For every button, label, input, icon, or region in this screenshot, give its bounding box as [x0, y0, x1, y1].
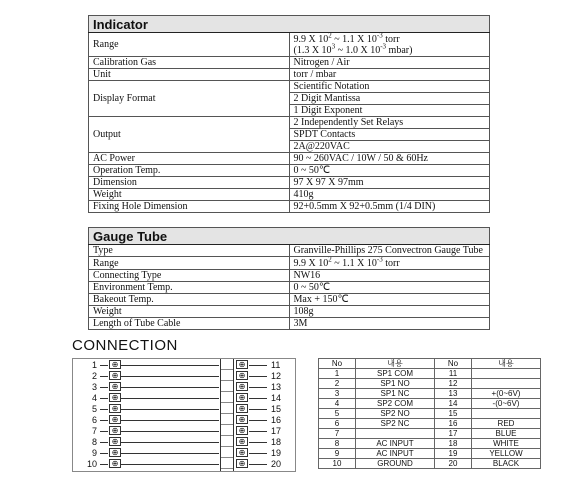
gauge-range-value: 9.9 X $10^2$ ~ 1.1 X $10^{-3}$ torr: [289, 257, 490, 270]
spec-value: 0 ~ 50℃: [289, 282, 490, 294]
spec-value: 92+0.5mm X 92+0.5mm (1/4 DIN): [289, 201, 490, 213]
pin-number: 13: [435, 389, 472, 399]
indicator-spec-table: [88, 15, 490, 213]
spec-label: Fixing Hole Dimension: [89, 201, 290, 213]
spec-value: 2 Digit Mantissa: [289, 93, 490, 105]
terminal-number-left: 5: [91, 404, 97, 414]
pin-number: 14: [435, 399, 472, 409]
pin-function: [472, 409, 541, 419]
terminal-row: [73, 404, 295, 414]
spec-label: Display Format: [89, 81, 290, 117]
screw-terminal-icon: ⊕: [236, 382, 248, 391]
pin-function: -(0~6V): [472, 399, 541, 409]
spec-label: Weight: [89, 306, 290, 318]
pin-header-content: 내용: [472, 359, 541, 369]
pin-header-no: No: [319, 359, 356, 369]
spec-label: Range: [89, 33, 290, 57]
pin-function: +(0~6V): [472, 389, 541, 399]
pin-number: 2: [319, 379, 356, 389]
spec-value: 97 X 97 X 97mm: [289, 177, 490, 189]
spec-label: Output: [89, 117, 290, 153]
terminal-number-left: 1: [91, 360, 97, 370]
pin-function: AC INPUT: [356, 439, 435, 449]
pin-number: 19: [435, 449, 472, 459]
terminal-row: [73, 459, 295, 469]
pin-function: SP2 COM: [356, 399, 435, 409]
pin-number: 10: [319, 459, 356, 469]
screw-terminal-icon: ⊕: [109, 371, 121, 380]
pin-number: 7: [319, 429, 356, 439]
pin-number: 5: [319, 409, 356, 419]
spec-value: 1 Digit Exponent: [289, 105, 490, 117]
screw-terminal-icon: ⊕: [109, 393, 121, 402]
screw-terminal-icon: ⊕: [109, 415, 121, 424]
pin-row: [319, 449, 541, 459]
terminal-number-left: 6: [91, 415, 97, 425]
terminal-number-right: 11: [271, 360, 281, 370]
screw-terminal-icon: ⊕: [109, 426, 121, 435]
spec-value: Nitrogen / Air: [289, 57, 490, 69]
spec-label: Weight: [89, 189, 290, 201]
spec-value: 2A@220VAC: [289, 141, 490, 153]
terminal-number-right: 16: [271, 415, 282, 425]
terminal-number-left: 10: [86, 459, 97, 469]
pin-row: [319, 439, 541, 449]
spec-value: Scientific Notation: [289, 81, 490, 93]
pin-row: [319, 459, 541, 469]
pin-function: RED: [472, 419, 541, 429]
pin-function: [356, 429, 435, 439]
pin-function: SP2 NC: [356, 419, 435, 429]
pin-function: BLACK: [472, 459, 541, 469]
indicator-title: Indicator: [89, 16, 490, 33]
spec-label: Connecting Type: [89, 270, 290, 282]
screw-terminal-icon: ⊕: [236, 426, 248, 435]
screw-terminal-icon: ⊕: [236, 371, 248, 380]
pin-number: 3: [319, 389, 356, 399]
terminal-row: [73, 393, 295, 403]
spec-value: SPDT Contacts: [289, 129, 490, 141]
screw-terminal-icon: ⊕: [109, 448, 121, 457]
terminal-number-right: 20: [271, 459, 282, 469]
terminal-row: [73, 437, 295, 447]
spec-label: Environment Temp.: [89, 282, 290, 294]
pin-number: 1: [319, 369, 356, 379]
terminal-row: [73, 360, 295, 370]
pin-function: SP1 NC: [356, 389, 435, 399]
pin-number: 9: [319, 449, 356, 459]
terminal-row: [73, 382, 295, 392]
pin-row: [319, 409, 541, 419]
spec-value: 0 ~ 50℃: [289, 165, 490, 177]
pin-function: [472, 369, 541, 379]
spec-value: NW16: [289, 270, 490, 282]
pin-number: 8: [319, 439, 356, 449]
spec-label: Dimension: [89, 177, 290, 189]
spec-label: Bakeout Temp.: [89, 294, 290, 306]
pin-function: WHITE: [472, 439, 541, 449]
screw-terminal-icon: ⊕: [109, 382, 121, 391]
pin-row: [319, 379, 541, 389]
terminal-number-right: 18: [271, 437, 282, 447]
screw-terminal-icon: ⊕: [236, 393, 248, 402]
terminal-number-left: 8: [91, 437, 97, 447]
pin-number: 15: [435, 409, 472, 419]
pin-row: [319, 419, 541, 429]
terminal-row: [73, 426, 295, 436]
pin-number: 16: [435, 419, 472, 429]
terminal-number-right: 12: [271, 371, 282, 381]
pin-header-content: 내용: [356, 359, 435, 369]
pin-number: 12: [435, 379, 472, 389]
spec-label: Length of Tube Cable: [89, 318, 290, 330]
spec-label: Type: [89, 245, 290, 257]
screw-terminal-icon: ⊕: [236, 437, 248, 446]
screw-terminal-icon: ⊕: [109, 404, 121, 413]
terminal-number-left: 9: [91, 448, 97, 458]
screw-terminal-icon: ⊕: [236, 459, 248, 468]
terminal-number-right: 14: [271, 393, 282, 403]
pin-number: 6: [319, 419, 356, 429]
terminal-number-left: 2: [91, 371, 97, 381]
terminal-number-right: 13: [271, 382, 282, 392]
pin-number: 11: [435, 369, 472, 379]
terminal-row: [73, 415, 295, 425]
pin-number: 18: [435, 439, 472, 449]
terminal-row: [73, 448, 295, 458]
spec-label: AC Power: [89, 153, 290, 165]
spec-value: 2 Independently Set Relays: [289, 117, 490, 129]
pin-row: [319, 399, 541, 409]
screw-terminal-icon: ⊕: [109, 437, 121, 446]
pin-row: [319, 389, 541, 399]
terminal-wiring-diagram: [72, 358, 296, 472]
spec-value: 410g: [289, 189, 490, 201]
spec-label: Operation Temp.: [89, 165, 290, 177]
screw-terminal-icon: ⊕: [109, 459, 121, 468]
spec-label: Calibration Gas: [89, 57, 290, 69]
gauge-tube-spec-table: [88, 227, 490, 330]
terminal-number-right: 15: [271, 404, 282, 414]
terminal-number-left: 7: [91, 426, 97, 436]
gauge-title: Gauge Tube: [89, 228, 490, 245]
screw-terminal-icon: ⊕: [236, 448, 248, 457]
pin-function: GROUND: [356, 459, 435, 469]
pin-function: [472, 379, 541, 389]
pin-row: [319, 429, 541, 439]
pin-function: SP1 COM: [356, 369, 435, 379]
spec-value: 108g: [289, 306, 490, 318]
spec-label: Unit: [89, 69, 290, 81]
pin-function: AC INPUT: [356, 449, 435, 459]
pin-header-no: No: [435, 359, 472, 369]
terminal-number-left: 3: [91, 382, 97, 392]
spec-value: torr / mbar: [289, 69, 490, 81]
screw-terminal-icon: ⊕: [109, 360, 121, 369]
indicator-range-value: 9.9 X $10^2$ ~ 1.1 X $10^{-3}$ torr (1.3 X $10^3$ ~ 1.0 X $10^{-3}$ mbar): [289, 33, 490, 57]
screw-terminal-icon: ⊕: [236, 415, 248, 424]
spec-value: Granville-Phillips 275 Convectron Gauge Tube: [289, 245, 490, 257]
terminal-number-right: 19: [271, 448, 282, 458]
spec-label: Range: [89, 257, 290, 270]
spec-value: 3M: [289, 318, 490, 330]
screw-terminal-icon: ⊕: [236, 404, 248, 413]
terminal-row: [73, 371, 295, 381]
pin-assignment-table: [318, 358, 541, 469]
spec-value: 90 ~ 260VAC / 10W / 50 & 60Hz: [289, 153, 490, 165]
connection-title: CONNECTION: [72, 337, 178, 354]
pin-function: SP1 NO: [356, 379, 435, 389]
pin-function: YELLOW: [472, 449, 541, 459]
pin-number: 20: [435, 459, 472, 469]
terminal-number-right: 17: [271, 426, 282, 436]
spec-value: Max + 150℃: [289, 294, 490, 306]
pin-row: [319, 369, 541, 379]
screw-terminal-icon: ⊕: [236, 360, 248, 369]
pin-number: 4: [319, 399, 356, 409]
pin-function: BLUE: [472, 429, 541, 439]
pin-number: 17: [435, 429, 472, 439]
terminal-number-left: 4: [91, 393, 97, 403]
pin-function: SP2 NO: [356, 409, 435, 419]
